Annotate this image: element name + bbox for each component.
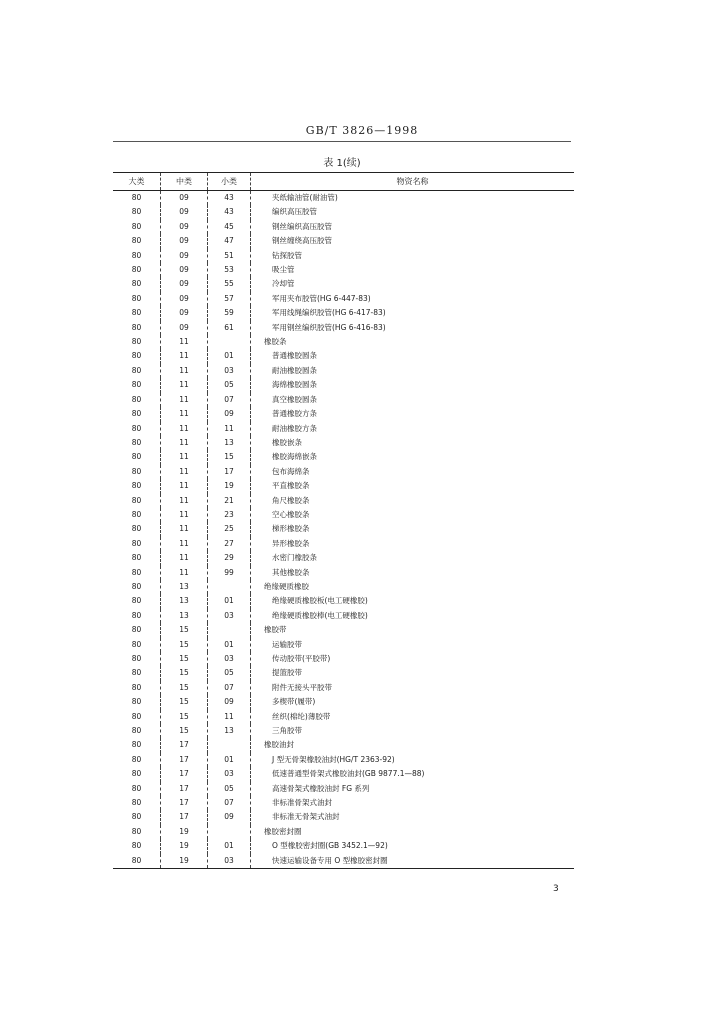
major-code-cell: 80 [131, 380, 142, 390]
table-row [113, 566, 574, 580]
table-row [113, 479, 574, 493]
middle-code-cell: 13 [161, 609, 208, 623]
middle-code-cell: 11 [161, 407, 208, 421]
table-row [113, 292, 574, 306]
major-code-cell: 80 [131, 279, 142, 289]
minor-code-cell [208, 580, 251, 594]
material-name-cell: 平直橡胶条 [251, 479, 575, 493]
minor-code-cell: 55 [208, 277, 251, 291]
material-name-cell: 钻探胶管 [251, 249, 575, 263]
major-code-cell: 80 [131, 841, 142, 851]
middle-code-cell: 11 [161, 422, 208, 436]
minor-code-cell: 43 [208, 191, 251, 206]
middle-code-cell: 09 [161, 191, 208, 206]
material-name-cell: 附件无接头平胶带 [251, 681, 575, 695]
minor-code-cell: 59 [208, 306, 251, 320]
minor-code-cell: 05 [208, 378, 251, 392]
minor-code-cell: 03 [208, 767, 251, 781]
table-row [113, 753, 574, 767]
major-code-cell: 80 [131, 581, 142, 591]
material-name-cell: 非标准骨架式油封 [251, 796, 575, 810]
table-row [113, 839, 574, 853]
major-code-cell: 80 [131, 221, 142, 231]
middle-code-cell: 11 [161, 465, 208, 479]
table-row [113, 393, 574, 407]
middle-code-cell: 09 [161, 249, 208, 263]
middle-code-cell: 11 [161, 551, 208, 565]
minor-code-cell: 07 [208, 393, 251, 407]
major-code-cell: 80 [131, 250, 142, 260]
major-code-cell: 80 [131, 437, 142, 447]
minor-code-cell: 15 [208, 450, 251, 464]
major-code-cell: 80 [131, 293, 142, 303]
column-header-minor: 小类 [208, 173, 251, 191]
minor-code-cell: 13 [208, 724, 251, 738]
table-row [113, 249, 574, 263]
table-row [113, 782, 574, 796]
table-row [113, 796, 574, 810]
major-code-cell: 80 [131, 740, 142, 750]
middle-code-cell: 11 [161, 566, 208, 580]
minor-code-cell: 29 [208, 551, 251, 565]
table-row [113, 234, 574, 248]
material-name-cell: 橡胶油封 [251, 738, 575, 752]
material-name-cell: 绝缘硬质橡胶板(电工硬橡胶) [251, 594, 575, 608]
table-row [113, 594, 574, 608]
major-code-cell: 80 [131, 308, 142, 318]
material-name-cell: 角尺橡胶条 [251, 494, 575, 508]
major-code-cell: 80 [131, 524, 142, 534]
major-code-cell: 80 [131, 495, 142, 505]
table-header-row [113, 173, 574, 191]
major-code-cell: 80 [131, 812, 142, 822]
minor-code-cell: 11 [208, 710, 251, 724]
minor-code-cell [208, 623, 251, 637]
material-name-cell: 橡胶条 [251, 335, 575, 349]
middle-code-cell: 11 [161, 378, 208, 392]
material-classification-table [113, 172, 574, 869]
middle-code-cell: 17 [161, 810, 208, 824]
material-name-cell: 橡胶带 [251, 623, 575, 637]
table-row [113, 378, 574, 392]
table-row [113, 810, 574, 824]
major-code-cell: 80 [131, 682, 142, 692]
material-name-cell: 真空橡胶圆条 [251, 393, 575, 407]
major-code-cell: 80 [131, 654, 142, 663]
minor-code-cell [208, 738, 251, 752]
table-row [113, 537, 574, 551]
middle-code-cell: 15 [161, 652, 208, 666]
middle-code-cell: 17 [161, 753, 208, 767]
material-name-cell: 编织高压胶管 [251, 205, 575, 219]
major-code-cell: 80 [131, 423, 142, 433]
middle-code-cell: 11 [161, 335, 208, 349]
column-header-major: 大类 [113, 173, 161, 191]
table-row [113, 450, 574, 464]
material-name-cell: 橡胶嵌条 [251, 436, 575, 450]
material-name-cell: 绝缘硬质橡胶 [251, 580, 575, 594]
major-code-cell: 80 [131, 509, 142, 519]
table-row [113, 220, 574, 234]
minor-code-cell: 01 [208, 349, 251, 363]
table-row [113, 335, 574, 349]
table-row [113, 436, 574, 450]
material-name-cell: 梯形橡胶条 [251, 522, 575, 536]
minor-code-cell: 27 [208, 537, 251, 551]
table-row [113, 666, 574, 680]
middle-code-cell: 11 [161, 479, 208, 493]
major-code-cell: 80 [131, 769, 142, 779]
table-row [113, 277, 574, 291]
middle-code-cell: 17 [161, 796, 208, 810]
middle-code-cell: 15 [161, 638, 208, 652]
table-row [113, 522, 574, 536]
major-code-cell: 80 [131, 452, 142, 462]
minor-code-cell: 03 [208, 364, 251, 378]
table-row [113, 638, 574, 652]
table-row [113, 580, 574, 594]
major-code-cell: 80 [131, 409, 142, 419]
middle-code-cell: 15 [161, 695, 208, 709]
minor-code-cell: 25 [208, 522, 251, 536]
table-row [113, 321, 574, 335]
material-name-cell: 普通橡胶方条 [251, 407, 575, 421]
material-name-cell: J 型无骨架橡胶油封(HG/T 2363-92) [251, 753, 575, 767]
material-name-cell: O 型橡胶密封圈(GB 3452.1—92) [251, 839, 575, 853]
middle-code-cell: 11 [161, 537, 208, 551]
middle-code-cell: 09 [161, 292, 208, 306]
minor-code-cell [208, 825, 251, 839]
material-name-cell: 低速普通型骨架式橡胶油封(GB 9877.1—88) [251, 767, 575, 781]
material-name-cell: 军用线绳编织胶管(HG 6-417-83) [251, 306, 575, 320]
major-code-cell: 80 [113, 854, 161, 869]
minor-code-cell: 17 [208, 465, 251, 479]
material-name-cell: 快速运输设备专用 O 型橡胶密封圈 [251, 854, 575, 869]
running-header: GB/T 3826—1998 [305, 124, 419, 137]
table-row [113, 551, 574, 565]
material-name-cell: 耐油橡胶方条 [251, 422, 575, 436]
minor-code-cell: 07 [208, 796, 251, 810]
material-name-cell: 异形橡胶条 [251, 537, 575, 551]
middle-code-cell: 11 [161, 349, 208, 363]
major-code-cell: 80 [131, 567, 142, 577]
table-row [113, 508, 574, 522]
material-name-cell: 钢丝缠绕高压胶管 [251, 234, 575, 248]
material-name-cell: 丝织(棉纶)薄胶带 [251, 710, 575, 724]
major-code-cell: 80 [131, 711, 142, 721]
material-name-cell: 包布海绵条 [251, 465, 575, 479]
material-name-cell: 空心橡胶条 [251, 508, 575, 522]
middle-code-cell: 19 [161, 839, 208, 853]
table-row [113, 710, 574, 724]
table-row [113, 364, 574, 378]
minor-code-cell: 01 [208, 753, 251, 767]
middle-code-cell: 09 [161, 321, 208, 335]
minor-code-cell: 03 [208, 652, 251, 666]
middle-code-cell: 09 [161, 220, 208, 234]
table-row [113, 191, 574, 206]
major-code-cell: 80 [131, 236, 142, 246]
table-row [113, 738, 574, 752]
middle-code-cell: 13 [161, 580, 208, 594]
major-code-cell: 80 [131, 726, 142, 736]
middle-code-cell: 15 [161, 681, 208, 695]
minor-code-cell: 09 [208, 695, 251, 709]
middle-code-cell: 09 [161, 234, 208, 248]
material-name-cell: 三角胶带 [251, 724, 575, 738]
page-number: 3 [553, 884, 559, 894]
material-name-cell: 海绵橡胶圆条 [251, 378, 575, 392]
major-code-cell: 80 [131, 553, 142, 563]
material-name-cell: 军用夹布胶管(HG 6-447-83) [251, 292, 575, 306]
material-name-cell: 钢丝编织高压胶管 [251, 220, 575, 234]
major-code-cell: 80 [131, 207, 142, 217]
minor-code-cell: 47 [208, 234, 251, 248]
table-row [113, 494, 574, 508]
material-name-cell: 水密门橡胶条 [251, 551, 575, 565]
major-code-cell: 80 [131, 826, 142, 836]
major-code-cell: 80 [131, 351, 142, 361]
minor-code-cell: 09 [208, 407, 251, 421]
table-row [113, 652, 574, 666]
middle-code-cell: 19 [161, 854, 208, 869]
table-row [113, 681, 574, 695]
material-name-cell: 夹纸输油管(耐油管) [251, 191, 575, 206]
table-row [113, 854, 574, 869]
major-code-cell: 80 [131, 538, 142, 548]
table-caption: 表 1(续) [323, 158, 361, 169]
major-code-cell: 80 [131, 466, 142, 476]
minor-code-cell: 53 [208, 263, 251, 277]
middle-code-cell: 11 [161, 508, 208, 522]
material-name-cell: 冷却管 [251, 277, 575, 291]
middle-code-cell: 11 [161, 436, 208, 450]
minor-code-cell: 03 [208, 609, 251, 623]
table-row [113, 349, 574, 363]
material-name-cell: 吸尘管 [251, 263, 575, 277]
table-row [113, 724, 574, 738]
table-row [113, 623, 574, 637]
header-rule [113, 141, 571, 142]
table-row [113, 263, 574, 277]
middle-code-cell: 17 [161, 767, 208, 781]
middle-code-cell: 11 [161, 494, 208, 508]
minor-code-cell: 99 [208, 566, 251, 580]
middle-code-cell: 11 [161, 393, 208, 407]
material-name-cell: 耐油橡胶圆条 [251, 364, 575, 378]
table-row [113, 767, 574, 781]
column-header-middle: 中类 [161, 173, 208, 191]
major-code-cell: 80 [131, 394, 142, 404]
minor-code-cell: 05 [208, 666, 251, 680]
major-code-cell: 80 [131, 337, 142, 347]
material-name-cell: 提篮胶带 [251, 666, 575, 680]
major-code-cell: 80 [131, 783, 142, 793]
minor-code-cell: 51 [208, 249, 251, 263]
table-row [113, 407, 574, 421]
major-code-cell: 80 [131, 697, 142, 707]
minor-code-cell: 03 [208, 854, 251, 869]
minor-code-cell: 11 [208, 422, 251, 436]
table-row [113, 609, 574, 623]
table-row [113, 825, 574, 839]
table-row [113, 306, 574, 320]
middle-code-cell: 09 [161, 263, 208, 277]
middle-code-cell: 15 [161, 710, 208, 724]
middle-code-cell: 17 [161, 738, 208, 752]
minor-code-cell: 61 [208, 321, 251, 335]
middle-code-cell: 15 [161, 623, 208, 637]
middle-code-cell: 11 [161, 364, 208, 378]
minor-code-cell: 19 [208, 479, 251, 493]
material-name-cell: 非标准无骨架式油封 [251, 810, 575, 824]
material-name-cell: 其他橡胶条 [251, 566, 575, 580]
material-name-cell: 运输胶带 [251, 638, 575, 652]
middle-code-cell: 19 [161, 825, 208, 839]
minor-code-cell: 01 [208, 594, 251, 608]
major-code-cell: 80 [131, 481, 142, 491]
minor-code-cell: 23 [208, 508, 251, 522]
material-name-cell: 绝缘硬质橡胶棒(电工硬橡胶) [251, 609, 575, 623]
table-row [113, 205, 574, 219]
major-code-cell: 80 [131, 322, 142, 332]
minor-code-cell: 21 [208, 494, 251, 508]
table-row [113, 422, 574, 436]
minor-code-cell: 07 [208, 681, 251, 695]
middle-code-cell: 09 [161, 277, 208, 291]
major-code-cell: 80 [131, 365, 142, 375]
material-name-cell: 军用钢丝编织胶管(HG 6-416-83) [251, 321, 575, 335]
major-code-cell: 80 [131, 610, 142, 620]
major-code-cell: 80 [131, 754, 142, 764]
middle-code-cell: 17 [161, 782, 208, 796]
material-name-cell: 普通橡胶圆条 [251, 349, 575, 363]
table-row [113, 695, 574, 709]
major-code-cell: 80 [131, 596, 142, 606]
major-code-cell: 80 [131, 265, 142, 275]
table-row [113, 465, 574, 479]
material-name-cell: 传动胶带(平胶带) [251, 652, 575, 666]
minor-code-cell: 13 [208, 436, 251, 450]
minor-code-cell: 01 [208, 638, 251, 652]
material-name-cell: 橡胶密封圈 [251, 825, 575, 839]
middle-code-cell: 11 [161, 450, 208, 464]
major-code-cell: 80 [131, 625, 142, 635]
middle-code-cell: 15 [161, 724, 208, 738]
major-code-cell: 80 [131, 798, 142, 808]
middle-code-cell: 15 [161, 666, 208, 680]
minor-code-cell: 45 [208, 220, 251, 234]
middle-code-cell: 13 [161, 594, 208, 608]
middle-code-cell: 09 [161, 306, 208, 320]
column-header-material-name: 物资名称 [251, 173, 575, 191]
minor-code-cell: 01 [208, 839, 251, 853]
major-code-cell: 80 [131, 193, 142, 202]
material-name-cell: 橡胶海绵嵌条 [251, 450, 575, 464]
minor-code-cell: 43 [208, 205, 251, 219]
material-name-cell: 高速骨架式橡胶油封 FG 系列 [251, 782, 575, 796]
middle-code-cell: 09 [161, 205, 208, 219]
major-code-cell: 80 [131, 668, 142, 678]
minor-code-cell: 09 [208, 810, 251, 824]
material-name-cell: 多楔带(履带) [251, 695, 575, 709]
minor-code-cell: 05 [208, 782, 251, 796]
minor-code-cell: 57 [208, 292, 251, 306]
major-code-cell: 80 [131, 639, 142, 649]
middle-code-cell: 11 [161, 522, 208, 536]
minor-code-cell [208, 335, 251, 349]
